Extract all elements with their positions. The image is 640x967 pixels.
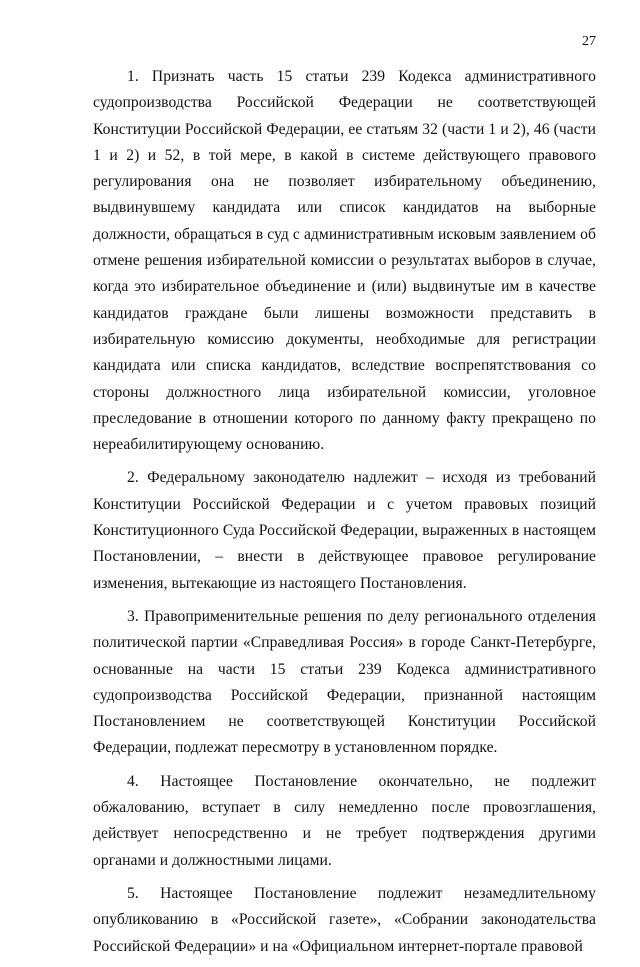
document-body: [93, 64, 596, 967]
paragraph-4: 4. Настоящее Постановление окончательно, не подлежит обжалованию, вступает в силу немедленно после провозглашения, действует непосредственно и не требует подтверждения другими органами и должностными лицами.: [93, 772, 596, 869]
paragraph-1: 1. Признать часть 15 статьи 239 Кодекса административного судопроизводства Российской Федерации не соответствующей Конституции Российской Федерации, ее статьям 32 (части 1 и 2), 46 (части 1 и 2) и 52, в той мере, в какой в системе действующего правового регулирования она не позволяет избирательному объединению, выдвинувшему кандидата или список кандидатов на выборные должности, обращаться в суд с административным исковым заявлением об отмене решения избирательной комиссии о результатах выборов в случае, когда это избирательное объединение и (или) выдвинутые им в качестве кандидатов граждане были лишены возможности представить в избирательную комиссию документы, необходимые для регистрации кандидата или списка кандидатов, вследствие воспрепятствования со стороны должностного лица избирательной комиссии, уголовное преследование в отношении которого по данному факту прекращено по нереабилитирующему основанию.: [93, 68, 596, 454]
paragraph-3: 3. Правоприменительные решения по делу регионального отделения политической партии «Справедливая Россия» в городе Санкт-Петербурге, основанные на части 15 статьи 239 Кодекса административного судопроизводства Российской Федерации, признанной настоящим Постановлением не соответствующей Конституции Российской Федерации, подлежат пересмотру в установленном порядке.: [93, 607, 596, 757]
page-number: 27: [582, 34, 596, 49]
paragraph-5: 5. Настоящее Постановление подлежит незамедлительному опубликованию в «Российской газете», «Собрании законодательства Российской Федерации» и на «Официальном интернет-портале правовой: [93, 884, 596, 955]
paragraph-2: 2. Федеральному законодателю надлежит – исходя из требований Конституции Российской Федерации и с учетом правовых позиций Конституционного Суда Российской Федерации, выраженных в настоящем Постановлении, – внести в действующее правовое регулирование изменения, вытекающие из настоящего Постановления.: [93, 469, 596, 592]
